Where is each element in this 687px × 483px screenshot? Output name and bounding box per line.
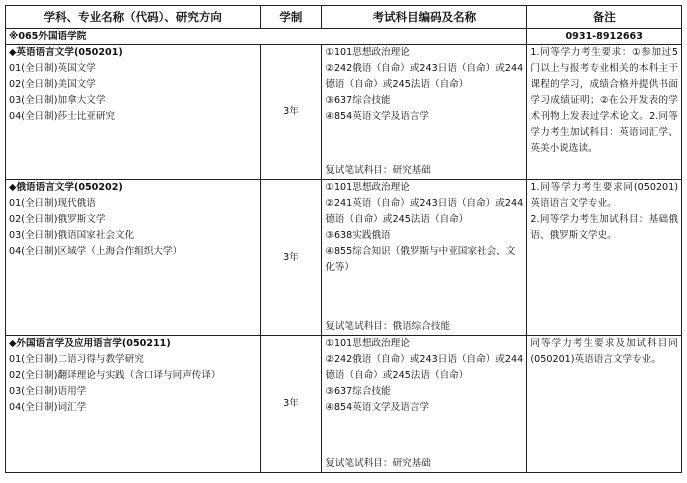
note-text: 1.同等学力考生要求同(050201)英语语言文学专业。 [530, 182, 678, 209]
exam-subject: ②241英语（自命）或243日语（自命）或244德语（自命）或245法语（自命） [325, 198, 524, 225]
college-name: ※065外国语学院 [6, 29, 527, 45]
major-title: ◆英语语言文学(050201) [9, 47, 123, 58]
college-phone: 0931-8912663 [527, 29, 682, 45]
exam-subject: ④854英语文学及语言学 [325, 111, 430, 122]
header-years: 学制 [260, 6, 322, 29]
exam-cell [322, 180, 527, 336]
header-exam: 考试科目编码及名称 [322, 6, 527, 29]
exam-subject: ①101思想政治理论 [325, 182, 410, 193]
notes-cell [527, 180, 682, 336]
header-notes: 备注 [527, 6, 682, 29]
exam-subject: ①101思想政治理论 [325, 338, 410, 349]
major-row [6, 336, 682, 473]
direction-item: 01(全日制)现代俄语 [9, 198, 96, 209]
major-cell [6, 336, 261, 473]
admissions-table-sheet [5, 5, 682, 473]
direction-item: 02(全日制)美国文学 [9, 79, 96, 90]
header-row [6, 6, 682, 29]
exam-subject: ①101思想政治理论 [325, 47, 410, 58]
direction-item: 01(全日制)二语习得与教学研究 [9, 354, 144, 365]
note-text: 2.同等学力考生加试科目：基础俄语、俄罗斯文学史。 [530, 214, 678, 241]
notes-cell [527, 336, 682, 473]
direction-item: 04(全日制)莎士比亚研究 [9, 111, 116, 122]
exam-subject: ②242俄语（自命）或243日语（自命）或244德语（自命）或245法语（自命） [325, 63, 524, 90]
retest-subject: 复试笔试科目：研究基础 [325, 458, 431, 469]
header-major: 学科、专业名称（代码）、研究方向 [6, 6, 261, 29]
note-text: 同等学力考生要求及加试科目同(050201)英语语言文学专业。 [530, 338, 678, 365]
years-cell: 3年 [260, 180, 322, 336]
major-title: ◆俄语语言文学(050202) [9, 182, 123, 193]
college-row [6, 29, 682, 45]
note-text: 1.同等学力考生要求：①参加过5门以上与报考专业相关的本科主干课程的学习，成绩合格并提供书面学习成绩证明；②在公开发表的学术刊物上发表过学术论文。2.同等学力考生加试科目：英语词汇学、英美小说选读。 [530, 47, 678, 154]
exam-subject: ②242俄语（自命）或243日语（自命）或244德语（自命）或245法语（自命） [325, 354, 524, 381]
retest-subject: 复试笔试科目：俄语综合技能 [325, 321, 451, 332]
major-row [6, 180, 682, 336]
major-title: ◆外国语言学及应用语言学(050211) [9, 338, 171, 349]
major-row [6, 45, 682, 180]
exam-subject: ④854英语文学及语言学 [325, 402, 430, 413]
exam-subject: ③637综合技能 [325, 386, 391, 397]
years-cell: 3年 [260, 45, 322, 180]
direction-item: 03(全日制)加拿大文学 [9, 95, 106, 106]
direction-item: 01(全日制)英国文学 [9, 63, 96, 74]
exam-subject: ③637综合技能 [325, 95, 391, 106]
admissions-table [5, 5, 682, 473]
major-cell [6, 180, 261, 336]
direction-item: 03(全日制)俄语国家社会文化 [9, 230, 135, 241]
major-cell [6, 45, 261, 180]
exam-subject: ③638实践俄语 [325, 230, 391, 241]
direction-item: 04(全日制)词汇学 [9, 402, 87, 413]
direction-item: 04(全日制)区域学（上海合作组织大学） [9, 246, 183, 257]
direction-item: 03(全日制)语用学 [9, 386, 87, 397]
retest-subject: 复试笔试科目：研究基础 [325, 165, 431, 176]
exam-cell [322, 45, 527, 180]
exam-cell [322, 336, 527, 473]
direction-item: 02(全日制)俄罗斯文学 [9, 214, 106, 225]
notes-cell [527, 45, 682, 180]
direction-item: 02(全日制)翻译理论与实践（含口译与同声传译） [9, 370, 221, 381]
exam-subject: ④855综合知识（俄罗斯与中亚国家社会、文化等） [325, 246, 516, 273]
years-cell: 3年 [260, 336, 322, 473]
